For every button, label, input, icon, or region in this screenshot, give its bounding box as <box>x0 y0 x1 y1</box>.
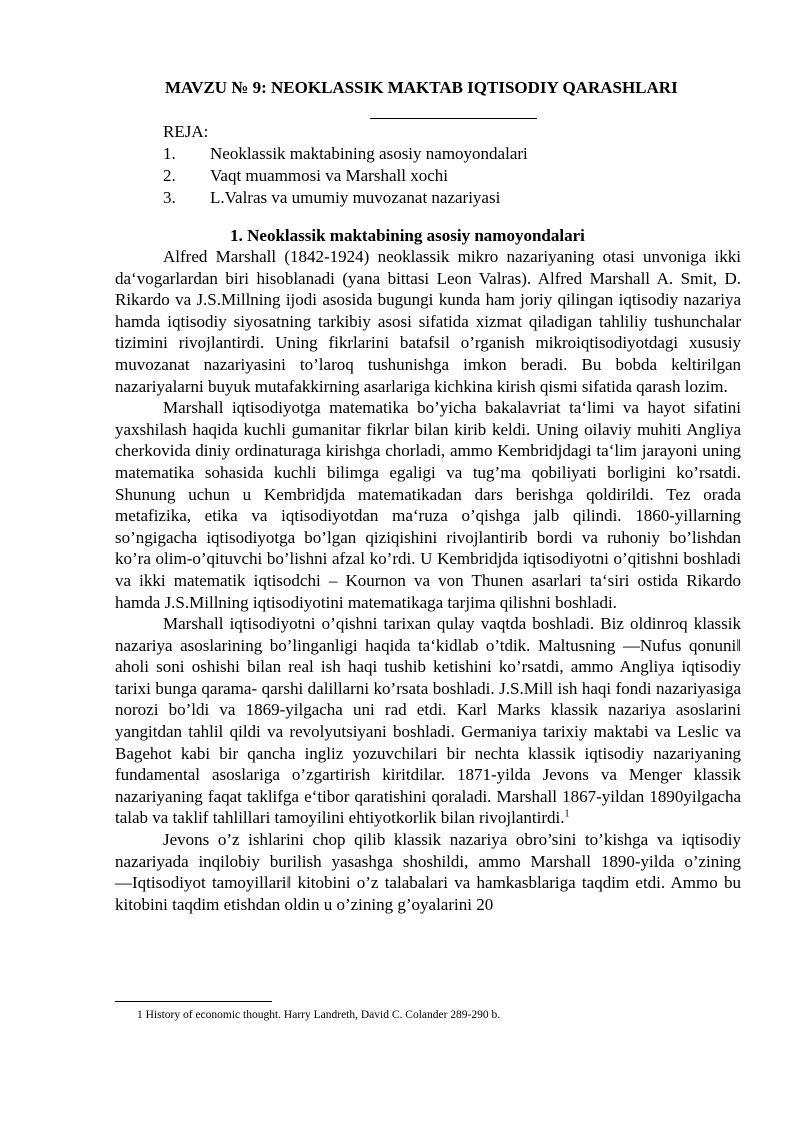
plan-item <box>163 187 528 209</box>
footnote-reference[interactable]: 1 <box>564 808 570 820</box>
footnote: 1 History of economic thought. Harry Landreth, David C. Colander 289-290 b. <box>137 1009 501 1021</box>
plan-block <box>163 121 528 209</box>
section-heading: 1. Neoklassik maktabining asosiy namoyondalari <box>230 226 585 245</box>
plan-item-number: 3. <box>163 188 176 207</box>
section-body <box>115 246 741 915</box>
footnote-separator <box>115 1001 272 1002</box>
title-underline <box>370 118 537 119</box>
plan-item-text: L.Valras va umumiy muvozanat nazariyasi <box>210 188 501 207</box>
plan-item <box>163 165 528 187</box>
plan-item-number: 1. <box>163 144 176 163</box>
paragraph: Marshall iqtisodiyotga matematika bo’yicha bakalavriat ta‘limi va hayot sifatini yaxshilash haqida kuchli gumanitar fikrlar bilan kirib keldi. Uning oilaviy muhiti Angliya cherkovida diniy ordinaturaga kirishga chorladi, ammo Kembridjdagi ta‘lim jarayoni uning matematika sohasida kuchli bilimga egaligi va tug’ma qobiliyati borligini ko’rsatdi. Shunung uchun u Kembridjda matematikadan dars berishga qoldirildi. Tez orada metafizika, etika va iqtisodiyotdan ma‘ruza o’qishga jalb qilindi. 1860-yillarning so’ngigacha iqtisodiyotga bo’lgan qiziqishini rivojlantirib bordi va ruhoniy bo’lishdan ko’ra olim-o’qituvchi bo’lishni afzal ko’rdi. U Kembridjda iqtisodiyotni o’qitishni boshladi va ikki matematik iqtisodchi – Kournon va von Thunen asarlari ta‘siri ostida Rikardo hamda J.S.Millning iqtisodiyotini matematikaga tarjima qilishni boshladi. <box>115 398 741 612</box>
plan-item-text: Neoklassik maktabining asosiy namoyondalari <box>210 144 528 163</box>
paragraph: Alfred Marshall (1842-1924) neoklassik mikro nazariyaning otasi unvoniga ikki da‘vogarlardan biri hisoblanadi (yana bittasi Leon Valras). Alfred Marshall A. Smit, D. Rikardo va J.S.Millning ijodi asosida bugungi kunda ham joriy qilingan iqtisodiy nazariya hamda iqtisodiy siyosatning tarkibiy asosi sifatida xizmat qiladigan tahliliy tushunchalar tizimini rivojlantirdi. Uning fikrlarini batafsil o’rganish mikroiqtisodiyotdagi xususiy muvozanat nazariyasini to’laroq tushunishga imkon beradi. Bu bobda keltirilgan nazariyalarni buyuk mutafakkirning asarlariga kichkina kirish qismi sifatida qarash lozim. <box>115 247 741 396</box>
page-title: MAVZU № 9: NEOKLASSIK MAKTAB IQTISODIY QARASHLARI <box>165 78 678 97</box>
paragraph: Jevons o’z ishlarini chop qilib klassik nazariya obro’sini to’kishga va iqtisodiy nazariyada inqilobiy burilish yasashga shoshildi, ammo Marshall 1890-yilda o’zining ―Iqtisodiyot tamoyillari‖ kitobini o’z talabalari va hamkasblariga taqdim etdi. Ammo bu kitobini taqdim etishdan oldin u o’zining g’oyalarini 20 <box>115 830 741 914</box>
paragraph-text: Marshall iqtisodiyotni o’qishni tarixan qulay vaqtda boshladi. Biz oldinroq klassik nazariya asoslarining bo’linganligi haqida ta‘kidlab o’tdik. Maltusning ―Nufus qonuni‖ aholi soni oshishi bilan real ish haqi tushib ketishini ko’rsatdi, ammo Angliya iqtisodiy tarixi bunga qarama- qarshi dalillarni ko’rsata boshladi. J.S.Mill ish haqi fondi nazariyasiga norozi bo’ldi va 1869-yilgacha uni rad etdi. Karl Marks klassik nazariya asoslarini yangitdan tahlil qildi va revolyutsiyani boshladi. Germaniya tarixiy maktabi va Leslic va Bagehot kabi bir qancha ingliz yozuvchilari bir nechta klassik iqtisodiy nazariyaning fundamental asoslariga o’zgartirish kiritdilar. 1871-yilda Jevons va Menger klassik nazariyaning faqat taklifga e‘tibor qaratishini qoraladi. Marshall 1867-yildan 1890yilgacha talab va taklif tahlillari tamoyilini ehtiyotkorlik bilan rivojlantirdi. <box>115 614 741 828</box>
paragraph <box>115 613 741 829</box>
plan-item-number: 2. <box>163 166 176 185</box>
plan-heading: REJA: <box>163 122 209 141</box>
plan-item-text: Vaqt muammosi va Marshall xochi <box>210 166 448 185</box>
plan-item <box>163 143 528 165</box>
